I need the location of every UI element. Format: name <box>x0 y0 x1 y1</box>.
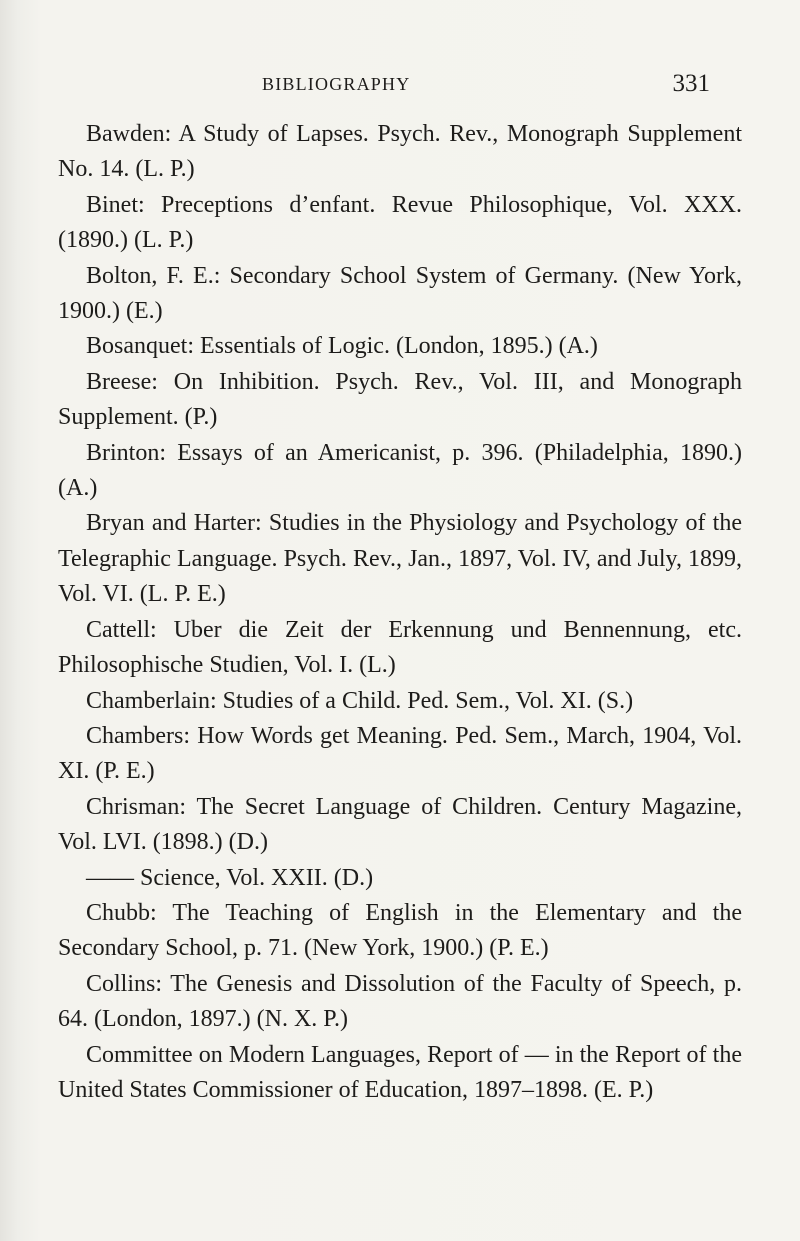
bibliography-entry: Breese: On Inhibition. Psych. Rev., Vol. III, and Monograph Supplement. (P.) <box>58 368 742 431</box>
bibliography-entry: Committee on Modern Languages, Report of — in the Report of the United States Commissioner of Education, 1897–1898. (E. P.) <box>58 1041 742 1103</box>
bibliography-entry: Chamberlain: Studies of a Child. Ped. Sem., Vol. XI. (S.) <box>86 687 634 714</box>
bibliography-entry: Bosanquet: Essentials of Logic. (London, 1895.) (A.) <box>86 333 598 360</box>
bibliography-entry: Collins: The Genesis and Dissolution of the Faculty of Speech, p. 64. (London, 1897.) (N. X. P.) <box>58 970 742 1033</box>
bibliography-entry: Bolton, F. E.: Secondary School System of Germany. (New York, 1900.) (E.) <box>58 262 742 325</box>
bibliography-entry: Bryan and Harter: Studies in the Physiology and Psychology of the Telegraphic Language. Psych. Rev., Jan., 1897, Vol. IV, and July, 1899, Vol. VI. (L. P. E.) <box>58 510 742 608</box>
bibliography-entry: Binet: Preceptions d’enfant. Revue Philosophique, Vol. XXX. (1890.) (L. P.) <box>58 191 742 254</box>
bibliography-list <box>58 117 742 1108</box>
bibliography-entry: Bawden: A Study of Lapses. Psych. Rev., Monograph Supplement No. 14. (L. P.) <box>58 121 742 183</box>
bibliography-entry: Chubb: The Teaching of English in the Elementary and the Secondary School, p. 71. (New York, 1900.) (P. E.) <box>58 899 742 962</box>
bibliography-entry: Cattell: Uber die Zeit der Erkennung und Bennennung, etc. Philosophische Studien, Vol. I. (L.) <box>58 616 742 679</box>
bibliography-entry: —— Science, Vol. XXII. (D.) <box>86 864 374 891</box>
bibliography-entry: Chrisman: The Secret Language of Children. Century Magazine, Vol. LVI. (1898.) (D.) <box>58 793 742 856</box>
page-number: 331 <box>672 70 710 97</box>
bibliography-entry: Chambers: How Words get Meaning. Ped. Sem., March, 1904, Vol. XI. (P. E.) <box>58 722 742 785</box>
running-head: BIBLIOGRAPHY <box>262 74 411 94</box>
bibliography-entry: Brinton: Essays of an Americanist, p. 396. (Philadelphia, 1890.) (A.) <box>58 439 742 502</box>
page-header <box>240 70 710 104</box>
